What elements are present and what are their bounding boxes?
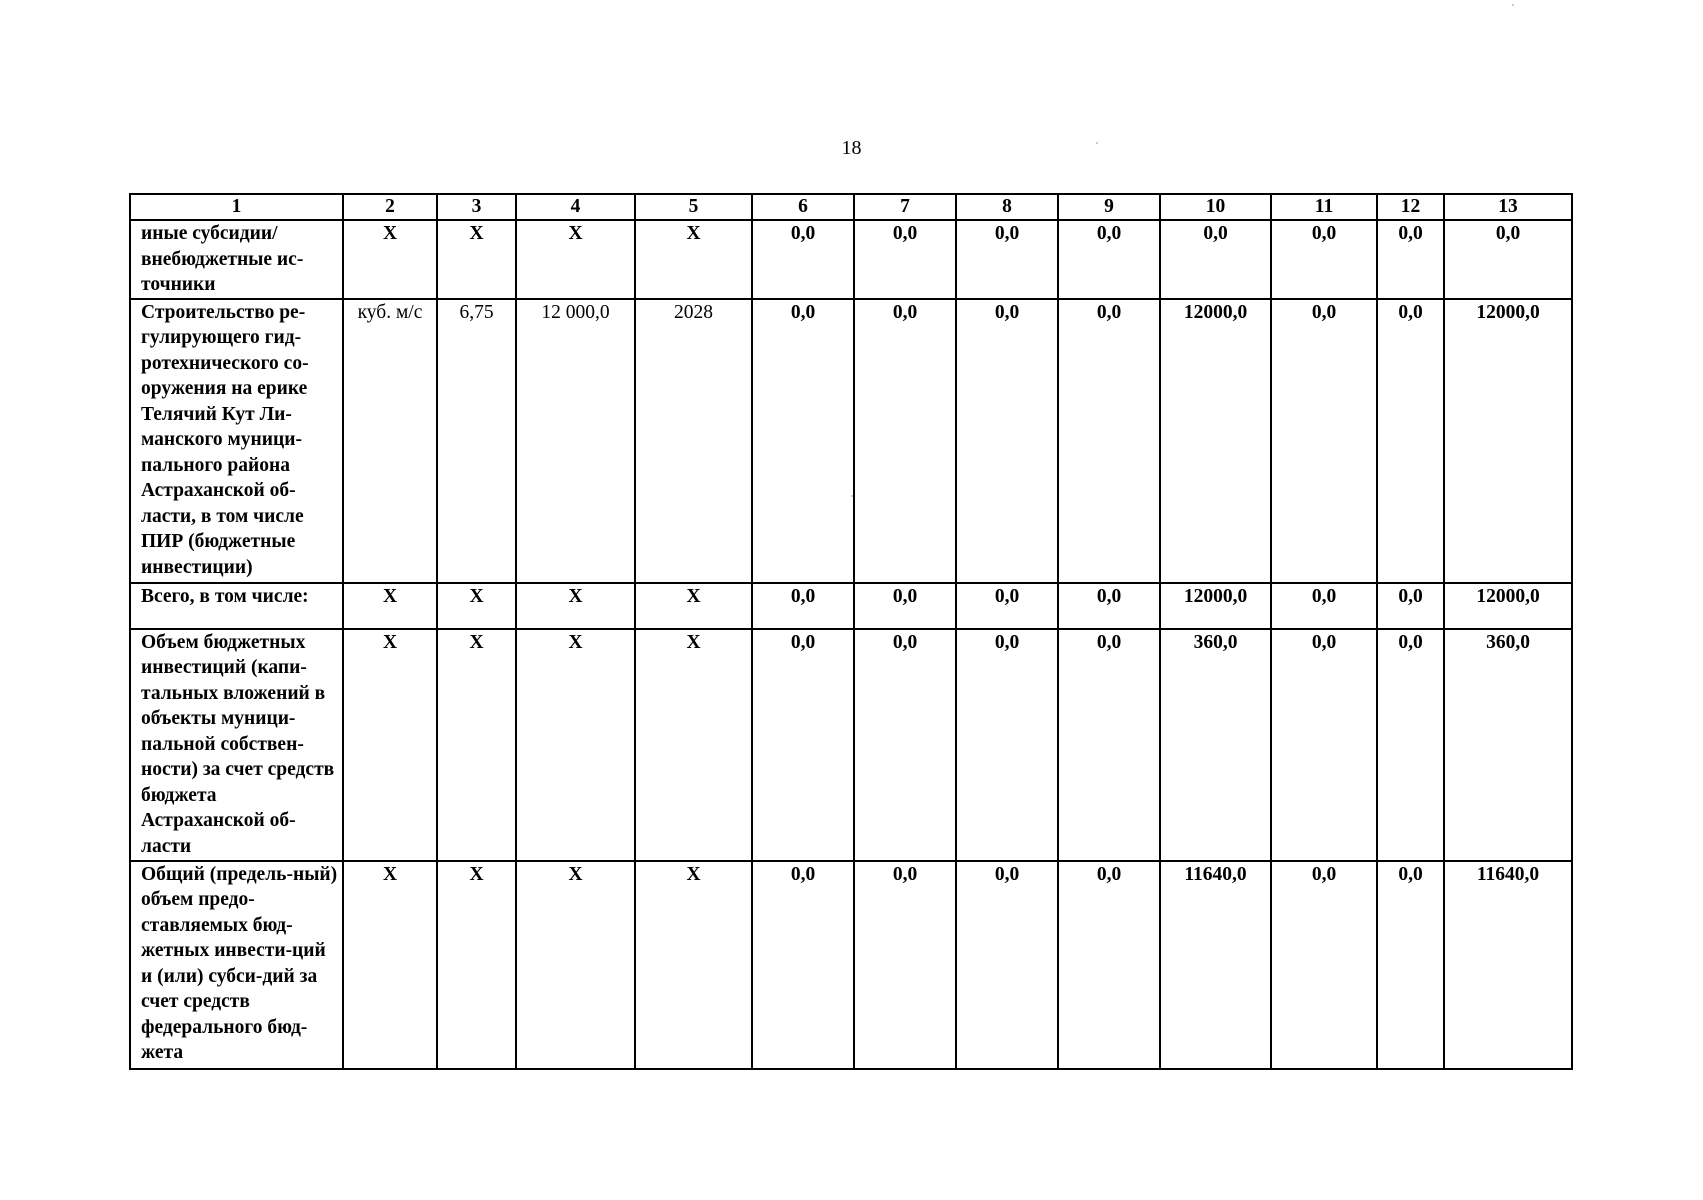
table-cell: 0,0 bbox=[1058, 629, 1160, 861]
table-cell: X bbox=[437, 220, 516, 299]
table-row bbox=[130, 629, 1572, 861]
table-cell: 0,0 bbox=[1058, 861, 1160, 1069]
table-cell: 0,0 bbox=[1271, 220, 1377, 299]
table-cell: 0,0 bbox=[956, 583, 1058, 629]
table-cell: 0,0 bbox=[1377, 220, 1444, 299]
table-row bbox=[130, 583, 1572, 629]
table-cell: 0,0 bbox=[854, 583, 956, 629]
table-cell: 0,0 bbox=[854, 299, 956, 583]
budget-table bbox=[129, 193, 1573, 1070]
table-cell: X bbox=[343, 629, 437, 861]
scan-speck bbox=[1512, 4, 1514, 6]
table-cell: 0,0 bbox=[1271, 629, 1377, 861]
table-cell: 0,0 bbox=[752, 629, 854, 861]
table-cell: 360,0 bbox=[1444, 629, 1572, 861]
row-name-cell: Строительство ре-гулирующего гид-ротехнического со-оружения на ерике Телячий Кут Ли-манского муници-пального района Астраханской об-ласти, в том числе ПИР (бюджетные инвестиции) bbox=[130, 299, 343, 583]
table-cell: 12000,0 bbox=[1444, 583, 1572, 629]
column-header: 9 bbox=[1058, 194, 1160, 220]
row-name-cell: иные субсидии/ внебюджетные ис-точники bbox=[130, 220, 343, 299]
table-cell: 0,0 bbox=[1160, 220, 1271, 299]
table-cell: X bbox=[437, 861, 516, 1069]
table-cell: 12000,0 bbox=[1160, 299, 1271, 583]
column-header: 13 bbox=[1444, 194, 1572, 220]
scan-speck bbox=[851, 495, 853, 497]
table-cell: X bbox=[635, 629, 752, 861]
table-cell: 0,0 bbox=[752, 220, 854, 299]
table-cell: 0,0 bbox=[752, 583, 854, 629]
table-cell: 0,0 bbox=[1271, 299, 1377, 583]
table-cell: 0,0 bbox=[752, 299, 854, 583]
table-cell: 0,0 bbox=[1271, 583, 1377, 629]
table-header-row bbox=[130, 194, 1572, 220]
table-cell: 0,0 bbox=[1377, 583, 1444, 629]
column-header: 4 bbox=[516, 194, 635, 220]
table-cell: X bbox=[437, 629, 516, 861]
table-cell: 0,0 bbox=[752, 861, 854, 1069]
table-cell: 0,0 bbox=[1377, 629, 1444, 861]
table-cell: 11640,0 bbox=[1160, 861, 1271, 1069]
table-cell: куб. м/с bbox=[343, 299, 437, 583]
table-cell: 360,0 bbox=[1160, 629, 1271, 861]
table-cell: 12000,0 bbox=[1160, 583, 1271, 629]
table-cell: 0,0 bbox=[1444, 220, 1572, 299]
table-cell: X bbox=[635, 861, 752, 1069]
table-cell: 11640,0 bbox=[1444, 861, 1572, 1069]
table-cell: X bbox=[516, 220, 635, 299]
column-header: 12 bbox=[1377, 194, 1444, 220]
row-name-cell: Общий (предель-ный) объем предо-ставляемых бюд-жетных инвести-ций и (или) субси-дий за счет средств федерального бюд-жета bbox=[130, 861, 343, 1069]
page-number: 18 bbox=[841, 137, 862, 159]
table-row bbox=[130, 299, 1572, 583]
table-cell: 0,0 bbox=[854, 220, 956, 299]
table-cell: X bbox=[437, 583, 516, 629]
table-cell: 0,0 bbox=[854, 861, 956, 1069]
table-cell: 12 000,0 bbox=[516, 299, 635, 583]
table-cell: 0,0 bbox=[1058, 299, 1160, 583]
table-cell: 0,0 bbox=[956, 299, 1058, 583]
table-cell: X bbox=[343, 220, 437, 299]
table-cell: 0,0 bbox=[956, 629, 1058, 861]
scan-speck bbox=[1096, 142, 1098, 144]
column-header: 7 bbox=[854, 194, 956, 220]
table-cell: X bbox=[516, 583, 635, 629]
table-cell: 2028 bbox=[635, 299, 752, 583]
column-header: 5 bbox=[635, 194, 752, 220]
table-cell: 0,0 bbox=[854, 629, 956, 861]
table-cell: 12000,0 bbox=[1444, 299, 1572, 583]
table-row bbox=[130, 220, 1572, 299]
table-cell: X bbox=[635, 220, 752, 299]
table-cell: 0,0 bbox=[1058, 583, 1160, 629]
row-name-cell: Всего, в том числе: bbox=[130, 583, 343, 629]
table-cell: 6,75 bbox=[437, 299, 516, 583]
column-header: 3 bbox=[437, 194, 516, 220]
table-cell: X bbox=[343, 583, 437, 629]
column-header: 2 bbox=[343, 194, 437, 220]
table-cell: 0,0 bbox=[1377, 299, 1444, 583]
column-header: 1 bbox=[130, 194, 343, 220]
column-header: 11 bbox=[1271, 194, 1377, 220]
table-row bbox=[130, 861, 1572, 1069]
table-cell: X bbox=[635, 583, 752, 629]
table-cell: 0,0 bbox=[1058, 220, 1160, 299]
table-cell: 0,0 bbox=[956, 220, 1058, 299]
table-cell: 0,0 bbox=[1377, 861, 1444, 1069]
table-cell: X bbox=[343, 861, 437, 1069]
column-header: 6 bbox=[752, 194, 854, 220]
column-header: 8 bbox=[956, 194, 1058, 220]
column-header: 10 bbox=[1160, 194, 1271, 220]
row-name-cell: Объем бюджетных инвестиций (капи-тальных вложений в объекты муници-пальной собствен-ности) за счет средств бюджета Астраханской об-ласти bbox=[130, 629, 343, 861]
table-cell: X bbox=[516, 861, 635, 1069]
table-cell: X bbox=[516, 629, 635, 861]
table-cell: 0,0 bbox=[1271, 861, 1377, 1069]
table-cell: 0,0 bbox=[956, 861, 1058, 1069]
